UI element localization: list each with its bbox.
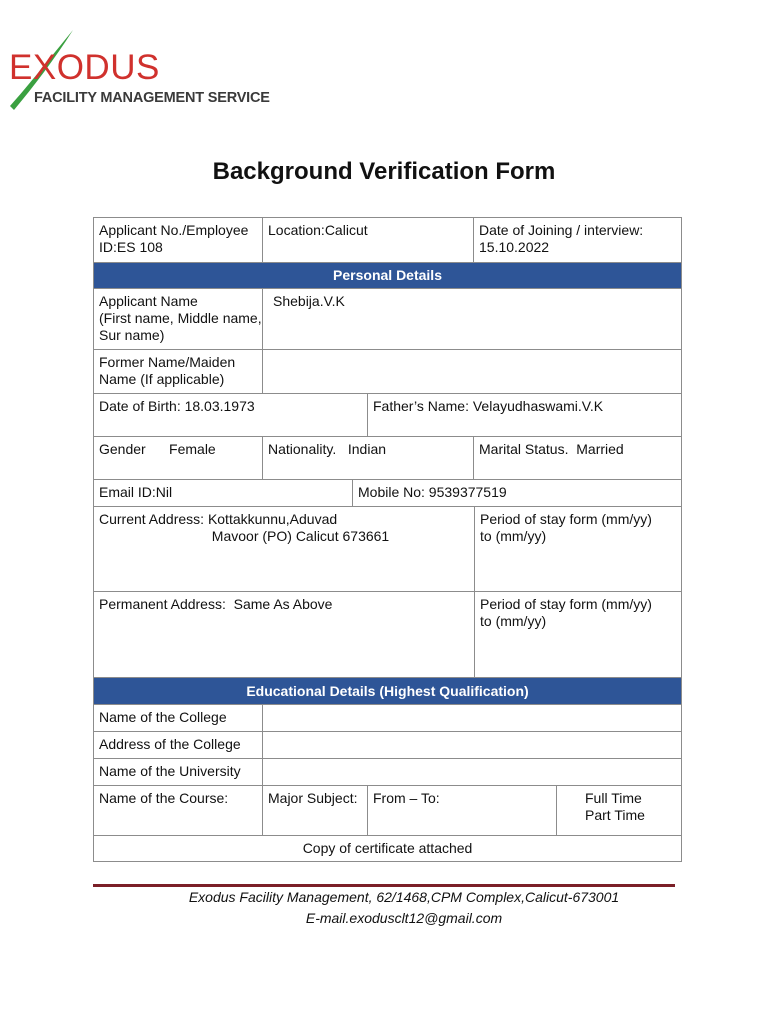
permanent-period-cell: Period of stay form (mm/yy) to (mm/yy) bbox=[475, 592, 682, 678]
current-address-cell: Current Address: Kottakkunnu,Aduvad Mavoor (PO) Calicut 673661 bbox=[94, 507, 475, 592]
course-label: Name of the Course: bbox=[94, 786, 263, 836]
mobile-cell: Mobile No: 9539377519 bbox=[353, 480, 682, 507]
form-row-applicant-name bbox=[94, 289, 682, 350]
location-cell: Location:Calicut bbox=[263, 218, 474, 263]
form-row-university bbox=[94, 759, 682, 786]
form-row-college-address bbox=[94, 732, 682, 759]
personal-details-band bbox=[94, 263, 682, 289]
from-to-label: From – To: bbox=[368, 786, 557, 836]
company-logo bbox=[6, 28, 270, 112]
form-row-current-address bbox=[94, 507, 682, 592]
college-address-label: Address of the College bbox=[94, 732, 263, 759]
verification-form-table bbox=[93, 217, 682, 862]
email-cell: Email ID:Nil bbox=[94, 480, 353, 507]
form-row-course bbox=[94, 786, 682, 836]
major-subject-label: Major Subject: bbox=[263, 786, 368, 836]
applicant-name-label: Applicant Name (First name, Middle name, Sur name) bbox=[94, 289, 263, 350]
form-row-header bbox=[94, 218, 682, 263]
former-name-field[interactable] bbox=[263, 350, 682, 394]
university-label: Name of the University bbox=[94, 759, 263, 786]
personal-details-heading: Personal Details bbox=[94, 263, 682, 289]
permanent-address-cell: Permanent Address: Same As Above bbox=[94, 592, 475, 678]
gender-cell: Gender Female bbox=[94, 437, 263, 480]
date-of-birth-cell: Date of Birth: 18.03.1973 bbox=[94, 394, 368, 437]
form-row-dob bbox=[94, 394, 682, 437]
footer-address: Exodus Facility Management, 62/1468,CPM Complex,Calicut-673001 bbox=[188, 889, 620, 905]
form-row-former-name bbox=[94, 350, 682, 394]
educational-details-band bbox=[94, 678, 682, 705]
form-row-college-name bbox=[94, 705, 682, 732]
current-period-cell: Period of stay form (mm/yy) to (mm/yy) bbox=[475, 507, 682, 592]
page-footer bbox=[0, 887, 768, 929]
marital-status-cell: Marital Status. Married bbox=[474, 437, 682, 480]
college-name-label: Name of the College bbox=[94, 705, 263, 732]
form-row-contact bbox=[94, 480, 682, 507]
page-title: Background Verification Form bbox=[212, 158, 556, 185]
form-row-certificate bbox=[94, 836, 682, 862]
nationality-cell: Nationality. Indian bbox=[263, 437, 474, 480]
applicant-name-field[interactable]: Shebija.V.K bbox=[263, 289, 682, 350]
applicant-no-cell: Applicant No./Employee ID:ES 108 bbox=[94, 218, 263, 263]
footer-email: E-mail.exodusclt12@gmail.com bbox=[305, 910, 503, 926]
study-mode-cell: Full Time Part Time bbox=[557, 786, 682, 836]
certificate-note: Copy of certificate attached bbox=[94, 836, 682, 862]
college-name-field[interactable] bbox=[263, 705, 682, 732]
educational-details-heading: Educational Details (Highest Qualification) bbox=[94, 678, 682, 705]
logo-wordmark: EXODUS bbox=[9, 48, 160, 87]
form-row-permanent-address bbox=[94, 592, 682, 678]
university-field[interactable] bbox=[263, 759, 682, 786]
father-name-cell: Father’s Name: Velayudhaswami.V.K bbox=[368, 394, 682, 437]
former-name-label: Former Name/Maiden Name (If applicable) bbox=[94, 350, 263, 394]
form-row-gender bbox=[94, 437, 682, 480]
logo-tagline: FACILITY MANAGEMENT SERVICE bbox=[34, 90, 270, 106]
date-of-joining-cell: Date of Joining / interview: 15.10.2022 bbox=[474, 218, 682, 263]
college-address-field[interactable] bbox=[263, 732, 682, 759]
